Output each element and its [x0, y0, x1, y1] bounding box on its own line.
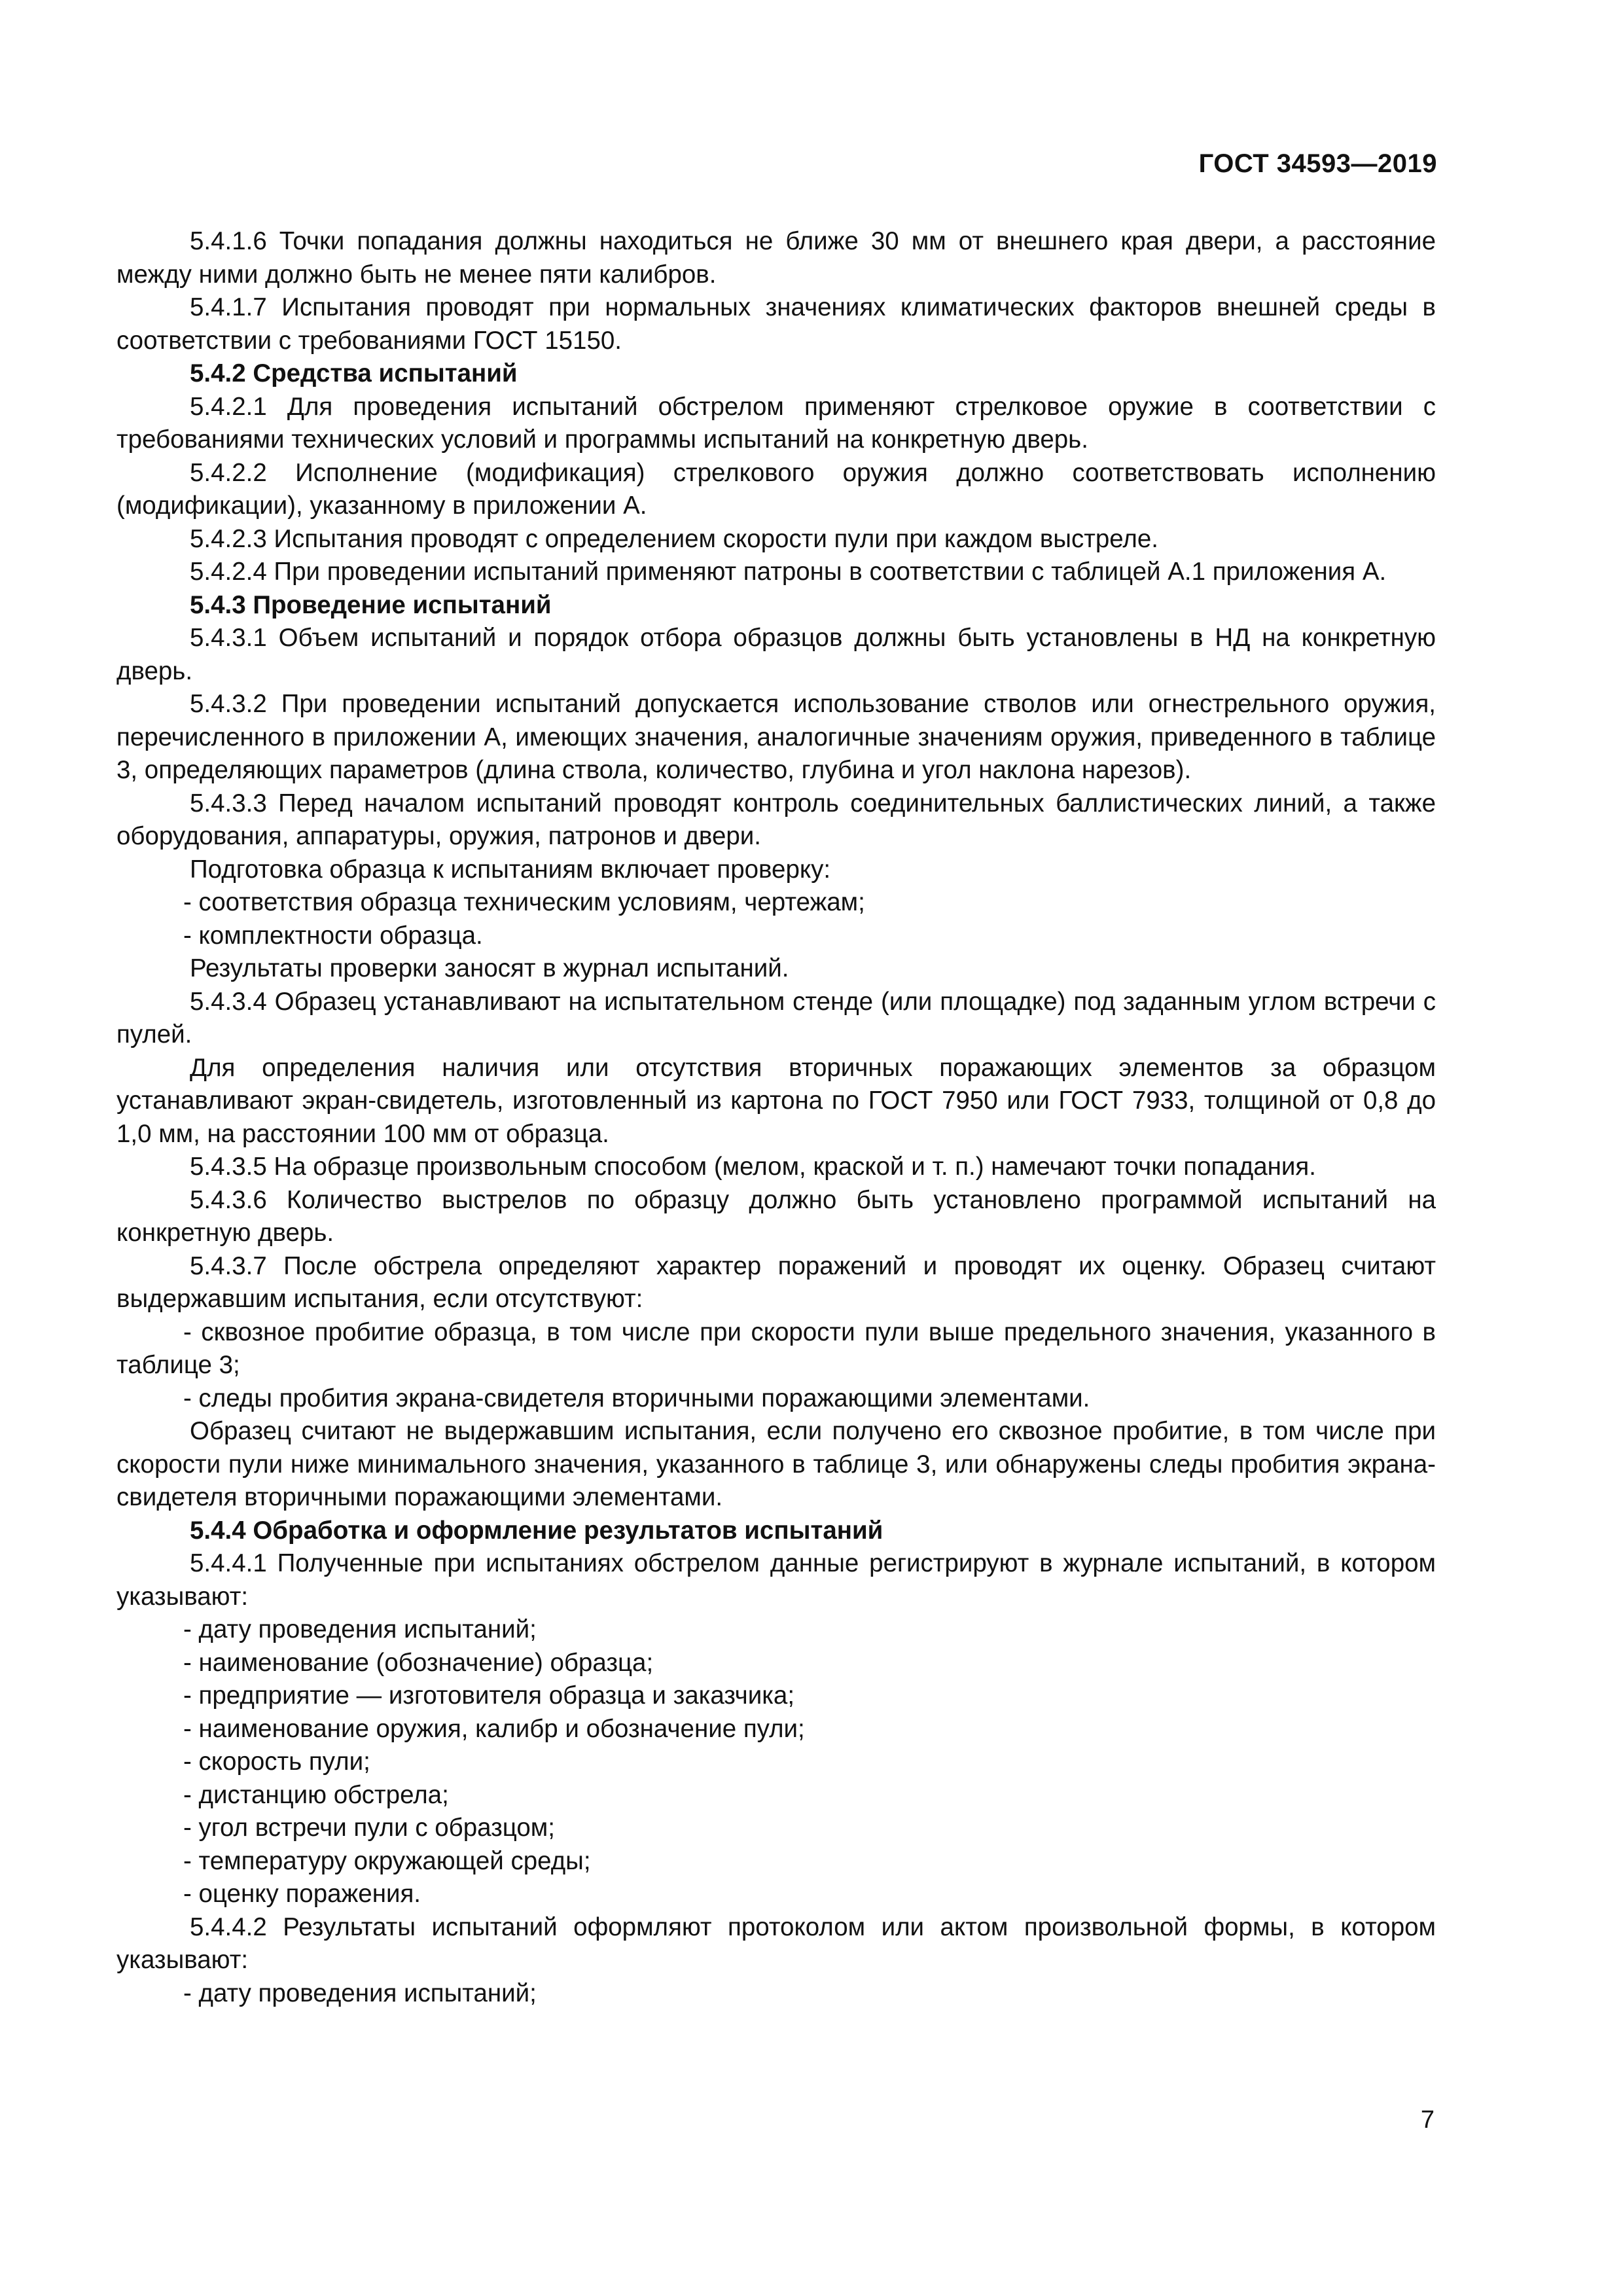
section-heading-5-4-3: 5.4.3 Проведение испытаний	[190, 590, 552, 619]
paragraph-5-4-1-7: 5.4.1.7 Испытания проводят при нормальных значениях климатических факторов внешней среды в соответствии с требованиями ГОСТ 15150.	[116, 293, 1436, 355]
list-item: - дистанцию обстрела;	[183, 1780, 449, 1809]
list-item: - скорость пули;	[183, 1748, 370, 1776]
paragraph-5-4-3-6: 5.4.3.6 Количество выстрелов по образцу должно быть установлено программой испытаний на конкретную дверь.	[116, 1185, 1436, 1247]
paragraph-check-results: Результаты проверки заносят в журнал испытаний.	[190, 954, 789, 982]
paragraph-witness-screen: Для определения наличия или отсутствия вторичных поражающих элементов за образцом устанавливают экран-свидетель, изготовленный из картона по ГОСТ 7950 или ГОСТ 7933, толщиной от 0,8 до 1,0 мм, на расстоянии 100 мм от образца.	[116, 1053, 1436, 1148]
document-code-header: ГОСТ 34593—2019	[1198, 149, 1437, 178]
paragraph-5-4-3-3: 5.4.3.3 Перед началом испытаний проводят контроль соединительных баллистических линий, а также оборудования, аппаратуры, оружия, патронов и двери.	[116, 789, 1436, 850]
paragraph-5-4-1-6: 5.4.1.6 Точки попадания должны находиться не ближе 30 мм от внешнего края двери, а расстояние между ними должно быть не менее пяти калибров.	[116, 227, 1436, 289]
paragraph-5-4-3-1: 5.4.3.1 Объем испытаний и порядок отбора образцов должны быть установлены в НД на конкретную дверь.	[116, 624, 1436, 685]
list-item: - температуру окружающей среды;	[183, 1846, 591, 1875]
list-item: - угол встречи пули с образцом;	[183, 1814, 555, 1842]
list-item: - следы пробития экрана-свидетеля вторичными поражающими элементами.	[183, 1384, 1090, 1412]
list-item: - дату проведения испытаний;	[183, 1979, 537, 2007]
list-item: - предприятие — изготовителя образца и заказчика;	[183, 1681, 795, 1710]
paragraph-5-4-3-4: 5.4.3.4 Образец устанавливают на испытательном стенде (или площадке) под заданным углом встречи с пулей.	[116, 987, 1436, 1049]
section-heading-5-4-4: 5.4.4 Обработка и оформление результатов испытаний	[190, 1516, 883, 1545]
paragraph-5-4-4-1: 5.4.4.1 Полученные при испытаниях обстрелом данные регистрируют в журнале испытаний, в котором указывают:	[116, 1549, 1436, 1611]
paragraph-5-4-3-7: 5.4.3.7 После обстрела определяют характер поражений и проводят их оценку. Образец считают выдержавшим испытания, если отсутствуют:	[116, 1251, 1436, 1313]
list-item: - наименование оружия, калибр и обозначение пули;	[183, 1714, 805, 1743]
paragraph-sample-preparation: Подготовка образца к испытаниям включает проверку:	[190, 855, 831, 884]
list-item: - дату проведения испытаний;	[183, 1615, 537, 1643]
list-item: - сквозное пробитие образца, в том числе при скорости пули выше предельного значения, указанного в таблице 3;	[116, 1318, 1436, 1379]
list-item: - комплектности образца.	[183, 921, 483, 950]
list-item: - оценку поражения.	[183, 1880, 421, 1908]
paragraph-failed-test: Образец считают не выдержавшим испытания, если получено его сквозное пробитие, в том числе при скорости пули ниже минимального значения, указанного в таблице 3, или обнаружены следы пробития экрана-свидетеля вторичными поражающими элементами.	[116, 1417, 1436, 1511]
paragraph-5-4-3-5: 5.4.3.5 На образце произвольным способом (мелом, краской и т. п.) намечают точки попадания.	[190, 1153, 1316, 1181]
list-item: - соответствия образца техническим условиям, чертежам;	[183, 888, 865, 916]
page-body	[116, 225, 1436, 2010]
paragraph-5-4-3-2: 5.4.3.2 При проведении испытаний допускается использование стволов или огнестрельного оружия, перечисленного в приложении А, имеющих значения, аналогичные значениям оружия, приведенного в таблице 3, определяющих параметров (длина ствола, количество, глубина и угол наклона нарезов).	[116, 690, 1436, 784]
section-heading-5-4-2: 5.4.2 Средства испытаний	[190, 359, 518, 387]
paragraph-5-4-2-3: 5.4.2.3 Испытания проводят с определением скорости пули при каждом выстреле.	[190, 524, 1158, 553]
paragraph-5-4-2-4: 5.4.2.4 При проведении испытаний применяют патроны в соответствии с таблицей А.1 приложения А.	[190, 558, 1387, 586]
list-item: - наименование (обозначение) образца;	[183, 1648, 654, 1677]
page-number: 7	[1420, 2106, 1435, 2134]
paragraph-5-4-2-1: 5.4.2.1 Для проведения испытаний обстрелом применяют стрелковое оружие в соответствии с требованиями технических условий и программы испытаний на конкретную дверь.	[116, 392, 1436, 454]
paragraph-5-4-4-2: 5.4.4.2 Результаты испытаний оформляют протоколом или актом произвольной формы, в котором указывают:	[116, 1912, 1436, 1974]
paragraph-5-4-2-2: 5.4.2.2 Исполнение (модификация) стрелкового оружия должно соответствовать исполнению (модификации), указанному в приложении А.	[116, 458, 1436, 520]
